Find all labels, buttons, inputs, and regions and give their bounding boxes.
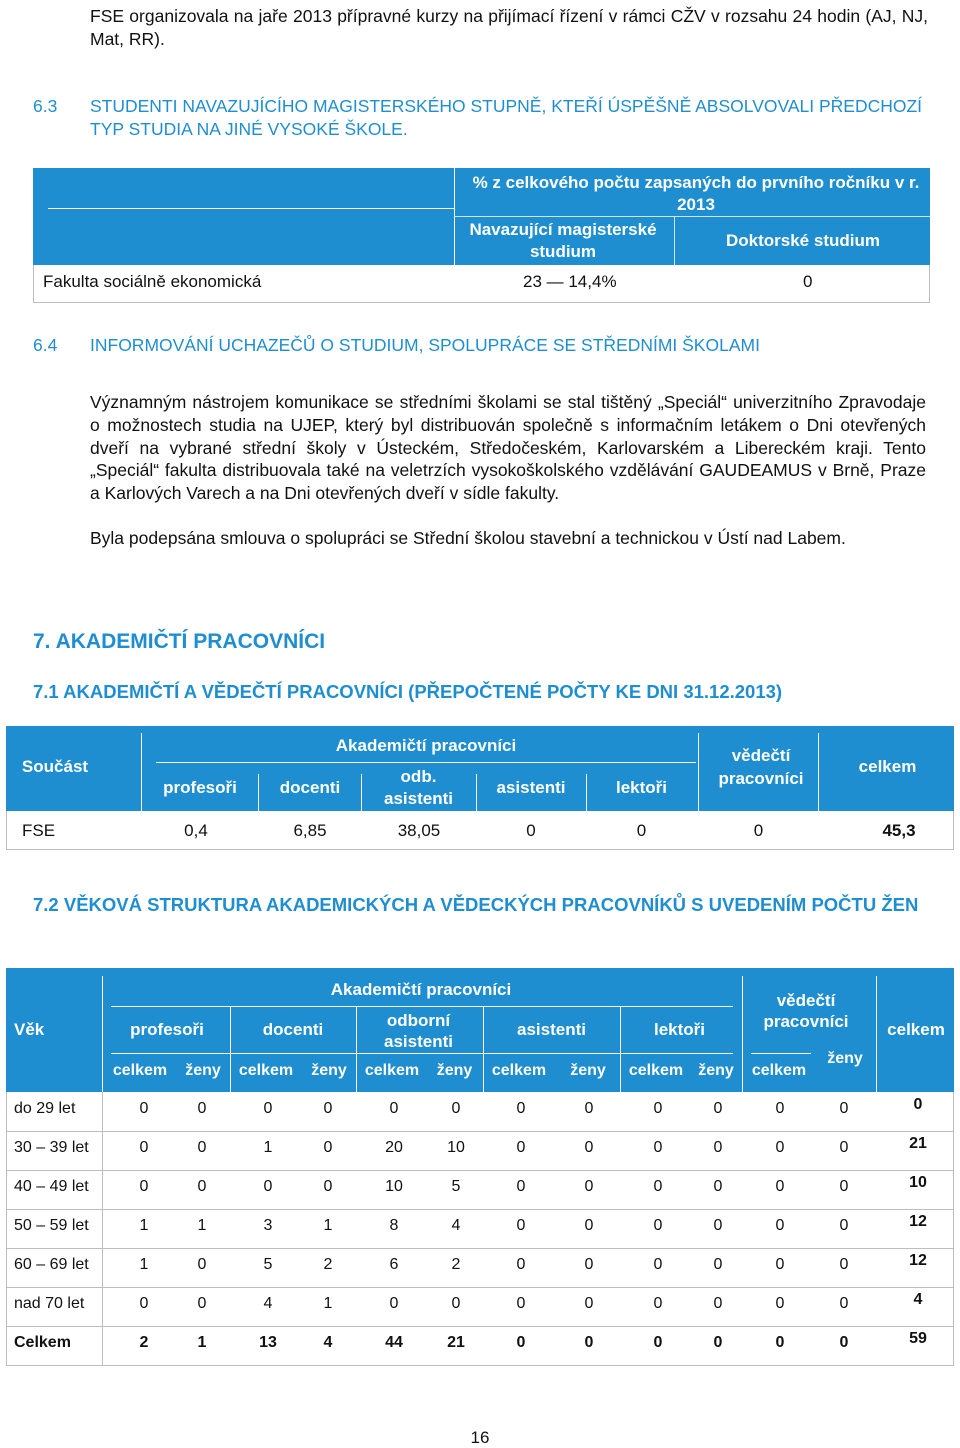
section-6-4-paragraph-2: Byla podepsána smlouva o spolupráci se Střední školou stavební a technickou v Ústí nad Labem. [90,528,846,548]
section-6-3-title: STUDENTI NAVAZUJÍCÍHO MAGISTERSKÉHO STUPNĚ, KTEŘÍ ÚSPĚŠNĚ ABSOLVOVALI PŘEDCHOZÍ TYP STUDIA NA JINÉ VYSOKÉ ŠKOLE. [90,96,923,139]
table3-header-asistenti: asistenti [517,1020,586,1039]
table3-cell: 0 [839,1100,849,1117]
intro-paragraph: FSE organizovala na jaře 2013 přípravné kurzy na přijímací řízení v rámci CŽV v rozsahu 24 hodin (AJ, NJ, Mat, RR). [90,6,928,49]
table3-row-label: Celkem [14,1334,71,1351]
table3-cell: 0 [197,1178,207,1195]
table2-cell: 38,05 [397,821,441,840]
table3-cell: 6 [389,1256,399,1273]
table3-cell-total: 4 [913,1291,923,1308]
table3-cell: 1 [323,1295,333,1312]
table3-cell: 3 [263,1217,273,1234]
section-7-2-title-bound [33,893,926,916]
table-age-structure [6,968,954,1366]
table3-cell: 0 [263,1100,273,1117]
section-7-1-title: 7.1 AKADEMIČTÍ A VĚDEČTÍ PRACOVNÍCI (PŘEPOČTENÉ POČTY KE DNI 31.12.2013) [33,681,783,702]
table3-cell: 1 [139,1217,149,1234]
table3-cell: 0 [451,1100,461,1117]
table2-header-docenti: docenti [279,778,341,797]
section-6-4-number: 6.4 [33,335,58,355]
table3-cell: 0 [516,1217,526,1234]
table3-cell: 0 [197,1256,207,1273]
table3-cell-total: 12 [909,1252,927,1269]
table3-cell: 0 [197,1100,207,1117]
table-academic-staff [6,726,954,850]
table3-header-profesori: profesoři [130,1020,204,1039]
section-6-4-title: INFORMOVÁNÍ UCHAZEČŮ O STUDIUM, SPOLUPRÁCE SE STŘEDNÍMI ŠKOLAMI [90,335,760,355]
table3-subheader: celkem [491,1062,547,1079]
table3-cell: 21 [447,1334,465,1351]
table3-cell: 0 [839,1217,849,1234]
table3-cell: 0 [584,1217,594,1234]
table2-header-celkem: celkem [858,757,917,776]
table2-header-soucast: Součást [21,757,89,776]
table3-cell: 1 [323,1217,333,1234]
table3-cell: 0 [389,1100,399,1117]
table2-header-profesori: profesoři [163,778,237,797]
table3-cell: 0 [323,1178,333,1195]
table3-cell: 0 [516,1100,526,1117]
table2-header-vedecti: vědečtí pracovníci [718,746,804,788]
table3-row-label: 40 – 49 let [14,1178,89,1195]
table3-cell: 0 [584,1178,594,1195]
table3-subheader: ženy [570,1062,606,1079]
table3-cell: 1 [197,1217,207,1234]
table3-cell: 0 [713,1295,723,1312]
table3-cell: 0 [139,1100,149,1117]
table3-cell: 0 [839,1256,849,1273]
table3-cell: 2 [451,1256,461,1273]
table3-cell: 2 [323,1256,333,1273]
table3-cell: 0 [389,1295,399,1312]
table-students-other-school [33,168,930,304]
table3-cell: 0 [839,1295,849,1312]
table1-header-doktorske: Doktorské studium [726,231,880,250]
table3-cell: 0 [653,1100,663,1117]
table2-row-label: FSE [22,821,56,840]
table3-cell: 0 [323,1139,333,1156]
table3-cell: 0 [584,1334,594,1351]
table3-cell-total: 59 [909,1330,927,1347]
table3-subheader: celkem [628,1062,684,1079]
table3-cell: 0 [516,1334,526,1351]
table3-cell: 1 [263,1139,273,1156]
table3-row-label: nad 70 let [14,1295,85,1312]
table3-subheader: ženy [827,1050,863,1067]
table3-cell: 4 [323,1334,333,1351]
table3-row-label: 30 – 39 let [14,1139,89,1156]
table3-cell: 0 [197,1295,207,1312]
table3-subheader: celkem [238,1062,294,1079]
table3-row-label: 50 – 59 let [14,1217,89,1234]
section-7-2-title-content: 7.2 VĚKOVÁ STRUKTURA AKADEMICKÝCH A VĚDECKÝCH PRACOVNÍKŮ S UVEDENÍM POČTU ŽEN [33,894,919,915]
table3-cell: 0 [775,1139,785,1156]
table3-header-vek: Věk [14,1020,45,1039]
table3-row-label: do 29 let [14,1100,76,1117]
table3-subheader: ženy [436,1062,473,1079]
table3-cell: 0 [516,1256,526,1273]
table1-value-navazujici: 23 — 14,4% [523,272,617,291]
table3-subheader: celkem [112,1062,168,1079]
page-number: 16 [470,1428,490,1447]
table3-cell: 0 [775,1100,785,1117]
table3-cell: 1 [139,1256,149,1273]
section-7-title: 7. AKADEMIČTÍ PRACOVNÍCI [33,630,326,653]
table3-cell: 13 [259,1334,277,1351]
table3-cell: 0 [584,1295,594,1312]
table3-cell: 0 [323,1100,333,1117]
table2-cell: 0,4 [184,821,208,840]
table3-cell: 0 [653,1295,663,1312]
table3-cell: 0 [584,1256,594,1273]
table3-header-vedecti: vědečtí pracovníci [763,991,849,1031]
table3-cell: 5 [451,1178,461,1195]
table3-subheader: celkem [751,1062,807,1079]
table3-cell: 0 [653,1217,663,1234]
table3-cell: 0 [653,1256,663,1273]
table3-cell: 0 [713,1178,723,1195]
table3-cell-total: 12 [909,1213,927,1230]
table3-cell: 1 [197,1334,207,1351]
table2-cell: 0 [526,821,536,840]
table3-cell: 0 [713,1100,723,1117]
table3-cell: 0 [713,1334,723,1351]
table3-cell: 0 [775,1334,785,1351]
table2-cell: 6,85 [293,821,327,840]
table3-cell: 0 [775,1295,785,1312]
table3-header-odborni-asistenti: odborní asistenti [384,1011,453,1051]
table3-cell: 0 [516,1295,526,1312]
table3-cell: 0 [653,1334,663,1351]
section-6-3-number: 6.3 [33,96,58,116]
table3-cell: 0 [263,1178,273,1195]
table3-cell: 0 [713,1256,723,1273]
table3-cell: 4 [263,1295,273,1312]
section-6-4-paragraph-1: Významným nástrojem komunikace se středními školami se stal tištěný „Speciál“ univerzitního Zpravodaje o možnostech studia na UJEP, který byl distribuován společně s informačním letákem o Dni otevřených dveří na vybrané střední školy v Ústeckém, Středočeském, Karlovarském a Libereckém kraji. Tento „Speciál“ fakulta distribuovala také na veletrzích vysokoškolského vzdělávání GAUDEAMUS v Brně, Praze a Karlových Varech a na Dni otevřených dveří v sídle fakulty. [90,392,926,504]
table3-cell: 0 [713,1217,723,1234]
table3-cell-total: 0 [913,1096,923,1113]
table3-cell: 44 [385,1334,403,1351]
table1-value-doktorske: 0 [803,272,813,291]
table3-cell: 0 [775,1256,785,1273]
table3-cell: 2 [139,1334,149,1351]
table2-cell: 0 [753,821,764,840]
table3-subheader: celkem [364,1062,420,1079]
table3-cell: 0 [653,1139,663,1156]
table3-cell: 0 [451,1295,461,1312]
table2-header-odb-asistenti: odb. asistenti [384,767,453,808]
table3-subheader: ženy [185,1062,221,1079]
table3-cell: 0 [775,1178,785,1195]
table3-header-lektori: lektoři [653,1020,706,1039]
table2-header-asistenti: asistenti [496,778,566,797]
table3-cell: 0 [775,1217,785,1234]
table2-cell-total: 45,3 [882,821,916,840]
table3-cell: 0 [516,1178,526,1195]
table3-cell-total: 21 [909,1135,927,1152]
table1-header-navazujici: Navazující magisterské studium [469,220,657,261]
table3-header-group: Akademičtí pracovníci [330,980,512,999]
table3-subheader: ženy [311,1062,347,1079]
table3-subheader: ženy [698,1062,734,1079]
table3-cell: 8 [389,1217,399,1234]
table3-cell: 0 [653,1178,663,1195]
table3-cell: 20 [385,1139,403,1156]
table3-cell: 10 [385,1178,403,1195]
table3-cell: 0 [516,1139,526,1156]
table3-cell: 0 [584,1139,594,1156]
table2-header-lektori: lektoři [615,778,668,797]
table3-cell: 0 [713,1139,723,1156]
table3-cell: 0 [139,1178,149,1195]
table1-header-percent: % z celkového počtu zapsaných do prvního ročníku v r. 2013 [472,173,920,214]
table3-row-label: 60 – 69 let [14,1256,89,1273]
table3-cell: 0 [139,1139,149,1156]
table3-cell: 0 [839,1334,849,1351]
table3-cell: 0 [139,1295,149,1312]
table1-row-label: Fakulta sociálně ekonomická [43,272,262,291]
table3-cell: 0 [839,1178,849,1195]
table3-cell: 0 [839,1139,849,1156]
table3-cell: 5 [263,1256,273,1273]
table3-header-docenti: docenti [262,1020,324,1039]
table3-cell: 0 [197,1139,207,1156]
table3-cell: 4 [451,1217,461,1234]
table3-header-celkem: celkem [887,1020,945,1039]
table2-header-group: Akademičtí pracovníci [335,736,517,755]
table3-cell: 0 [584,1100,594,1117]
table2-cell: 0 [636,821,647,840]
table3-cell: 10 [447,1139,465,1156]
table3-cell-total: 10 [909,1174,927,1191]
